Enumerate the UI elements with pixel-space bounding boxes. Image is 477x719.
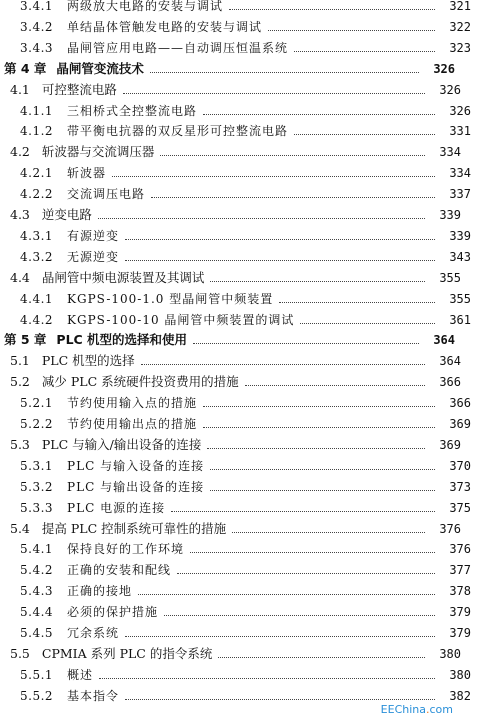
page-number: 361 [449,312,471,327]
entry-number: 第 5 章 [4,332,47,348]
dot-leader [138,593,435,595]
dot-leader [171,510,435,512]
dot-leader [99,677,435,679]
entry-title: 斩波器 [67,166,107,181]
page-number: 355 [449,291,471,306]
entry-number: 4.2.2 [20,187,54,202]
entry-title: 交流调压电路 [67,187,146,202]
entry-title: 正确的安装和配线 [67,563,172,578]
entry-title: 节约使用输入点的措施 [67,396,198,411]
entry-title: 有源逆变 [67,228,120,243]
entry-number: 4.4.1 [20,291,54,306]
page-number: 366 [439,375,461,390]
entry-title: 晶闸管应用电路——自动调压恒温系统 [67,40,289,55]
toc-subsection-row [0,289,477,309]
toc-subsection-row [0,581,477,601]
page-number: 370 [449,458,471,473]
dot-leader [125,238,435,240]
entry-title: PLC 机型的选择 [41,353,135,369]
toc-subsection-row [0,498,477,518]
dot-leader [232,531,425,533]
page-number: 326 [439,82,461,97]
toc-subsection-row [0,121,477,141]
entry-title: 减少 PLC 系统硬件投资费用的措施 [41,374,239,390]
page-number: 321 [449,0,471,13]
entry-number: 4.3.1 [20,228,54,243]
toc-subsection-row [0,665,477,685]
page-number: 378 [449,584,471,599]
toc-section-row [0,205,467,225]
entry-number: 5.1 [10,353,30,369]
page-number: 343 [449,249,471,264]
entry-title: 单结晶体管触发电路的安装与调试 [67,19,263,34]
watermark-prefix: EEChina [380,703,426,716]
entry-number: 5.4.2 [20,563,54,578]
dot-leader [112,175,435,177]
dot-leader [203,405,435,407]
dot-leader [229,8,435,10]
toc-subsection-row [0,247,477,267]
entry-number: 5.3.1 [20,458,54,473]
page-number: 375 [449,500,471,515]
page-number: 339 [449,228,471,243]
dot-leader [193,342,419,344]
page-number: 380 [449,667,471,682]
toc-subsection-row [0,163,477,183]
entry-number: 4.4 [10,269,30,285]
dot-leader [177,572,435,574]
dot-leader [160,154,425,156]
entry-number: 5.5.2 [20,688,54,703]
entry-number: 5.5.1 [20,667,54,682]
dot-leader [203,113,435,115]
entry-number: 4.2 [10,144,30,160]
dot-leader [300,322,435,324]
entry-title: PLC 电源的连接 [67,500,166,515]
toc-subsection-row [0,560,477,580]
page-number: 377 [449,563,471,578]
entry-title: 冗余系统 [67,626,120,640]
entry-number: 4.1.1 [20,103,54,118]
entry-title: 无源逆变 [67,249,120,264]
entry-title: 斩波器与交流调压器 [41,144,155,160]
toc-section-row [0,372,467,392]
dot-leader [125,698,435,700]
toc-section-row [0,80,467,100]
toc-section-row [0,435,467,455]
toc-subsection-row [0,393,477,413]
dot-leader [245,384,425,386]
toc-section-row [0,268,467,288]
entry-title: PLC 与输入设备的连接 [67,458,205,473]
entry-title: 三相桥式全控整流电路 [67,103,198,118]
toc-subsection-row [0,184,477,204]
entry-title: 可控整流电路 [41,81,117,97]
entry-number: 5.3.2 [20,479,54,494]
dot-leader [210,468,435,470]
entry-number: 5.3 [10,436,30,452]
page-number: 323 [449,40,471,55]
dot-leader [123,92,425,94]
entry-number: 4.4.2 [20,312,54,327]
watermark-suffix: com [429,703,453,716]
entry-title: 提高 PLC 控制系统可靠性的措施 [41,520,227,536]
page-number: 366 [449,396,471,411]
dot-leader [218,656,425,658]
page-number: 334 [449,166,471,181]
entry-title: 保持良好的工作环境 [67,542,185,557]
page-number: 337 [449,187,471,202]
entry-title: 逆变电路 [41,207,92,222]
entry-title: KGPS-100-10 晶闸管中频装置的调试 [67,312,295,327]
entry-title: 必须的保护措施 [67,605,159,620]
entry-title: KGPS-100-1.0 型晶闸管中频装置 [67,291,274,306]
page-number: 326 [449,103,471,118]
page-number: 364 [439,354,461,369]
entry-number: 3.4.1 [20,0,54,13]
entry-title: PLC 与输入/输出设备的连接 [41,436,202,452]
page-number: 364 [433,333,455,348]
dot-leader [164,614,435,616]
toc-subsection-row [0,17,477,37]
toc-subsection-row [0,310,477,330]
entry-number: 5.4.5 [20,626,54,640]
dot-leader [141,363,425,365]
page-number: 326 [433,61,455,76]
dot-leader [210,280,425,282]
toc-section-row [0,142,467,162]
toc-chapter-row [0,330,461,350]
entry-title: 基本指令 [67,688,120,703]
dot-leader [190,551,435,553]
entry-title: 晶闸管变流技术 [56,60,144,76]
entry-number: 4.1.2 [20,124,54,139]
page-number: 339 [439,208,461,222]
entry-title: PLC 机型的选择和使用 [56,332,188,348]
dot-leader [151,196,435,198]
entry-title: 节约使用输出点的措施 [67,417,198,431]
toc-subsection-row [0,414,477,434]
dot-leader [210,489,435,491]
watermark-logo [381,703,453,716]
page-number: 334 [439,145,461,160]
entry-number: 4.3 [10,207,30,222]
entry-number: 4.1 [10,81,30,97]
entry-number: 第 4 章 [4,60,47,76]
entry-title: CPMIA 系列 PLC 的指令系统 [41,645,213,661]
page-number: 376 [449,542,471,557]
toc-subsection-row [0,226,477,246]
toc-section-row [0,644,467,664]
entry-number: 3.4.3 [20,40,54,55]
entry-number: 4.3.2 [20,249,54,264]
entry-title: 带平衡电抗器的双反星形可控整流电路 [67,124,289,139]
entry-title: 正确的接地 [67,584,133,599]
dot-leader [203,426,435,428]
entry-number: 5.2 [10,374,30,390]
dot-leader [207,447,425,449]
toc-subsection-row [0,477,477,497]
entry-number: 3.4.2 [20,19,54,34]
page-number: 322 [449,19,471,34]
entry-number: 5.2.2 [20,417,54,431]
entry-title: 概述 [67,667,94,682]
toc-chapter-row [0,59,461,79]
page-number: 369 [439,437,461,452]
dot-leader [294,133,435,135]
page-number: 355 [439,270,461,285]
page-number: 380 [439,646,461,661]
watermark-dot: . [426,703,430,716]
entry-number: 5.4.3 [20,584,54,599]
page-number: 382 [449,688,471,703]
page-number: 376 [439,521,461,536]
entry-number: 5.5 [10,645,30,661]
entry-title: 晶闸管中频电源装置及其调试 [41,269,205,285]
toc-subsection-row [0,0,477,16]
entry-number: 5.4.1 [20,542,54,557]
entry-number: 5.2.1 [20,396,54,411]
entry-title: 两级放大电路的安装与调试 [67,0,224,13]
page-number: 373 [449,479,471,494]
toc-subsection-row [0,602,477,622]
toc-subsection-row [0,456,477,476]
page-number: 379 [449,605,471,620]
entry-number: 4.2.1 [20,166,54,181]
dot-leader [279,301,435,303]
dot-leader [150,71,419,73]
toc-subsection-row [0,539,477,559]
page-number: 331 [449,124,471,139]
toc-subsection-row [0,38,477,58]
page-number: 379 [449,626,471,640]
entry-number: 5.3.3 [20,500,54,515]
entry-number: 5.4 [10,520,30,536]
dot-leader [98,217,425,219]
dot-leader [125,635,435,637]
toc-subsection-row [0,623,477,643]
dot-leader [268,29,435,31]
toc-section-row [0,351,467,371]
toc-section-row [0,519,467,539]
entry-title: PLC 与输出设备的连接 [67,479,205,494]
dot-leader [294,50,435,52]
dot-leader [125,259,435,261]
toc-subsection-row [0,101,477,121]
entry-number: 5.4.4 [20,605,54,620]
page-number: 369 [449,417,471,431]
